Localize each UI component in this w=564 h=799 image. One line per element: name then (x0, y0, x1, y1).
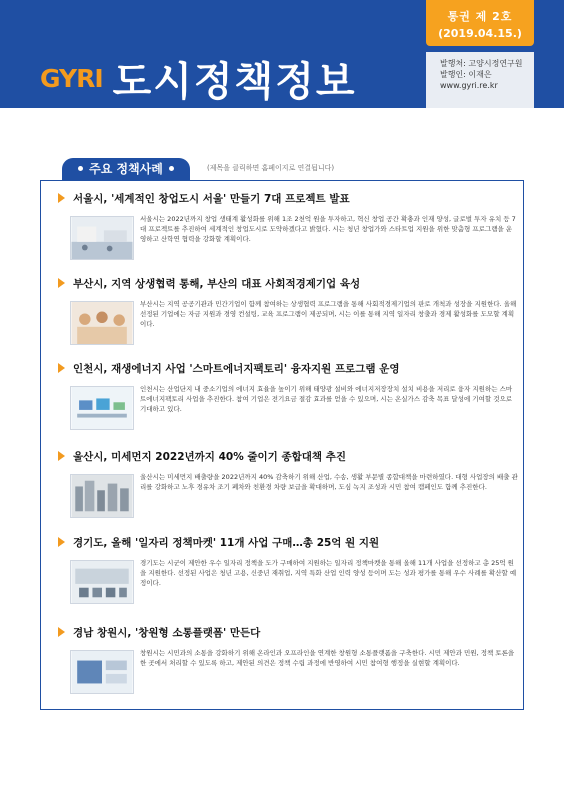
policy-summary: 인천시는 산업단지 내 중소기업의 에너지 효율을 높이기 위해 태양광 설비와 에너지저장장치 설치 비용을 저리로 융자 지원하는 스마트에너지팩토리 사업을 추진한다. 참여 기업은 전기요금 절감 효과를 얻을 수 있으며, 시는 온실가스 감축 목표 달성에 기여할 것으로 기대하고 있다. (140, 385, 513, 413)
orange-triangle-icon (58, 451, 65, 461)
newsletter-title: 도시정책정보 (112, 59, 357, 105)
section-title: 주요 정책사례 (89, 162, 163, 176)
issue-badge (426, 0, 534, 46)
policy-item (58, 448, 518, 528)
logo (40, 50, 356, 107)
policy-title: 부산시, 지역 상생협력 통해, 부산의 대표 사회적경제기업 육성 (73, 277, 361, 290)
header-band (0, 0, 564, 108)
issue-number: 통권 제 2호 (447, 10, 513, 23)
policy-item (58, 275, 518, 355)
publisher-person: 발행인: 이재은 (440, 70, 492, 79)
bullet-dot-icon (78, 166, 83, 171)
policy-title: 울산시, 미세먼지 2022년까지 40% 줄이기 종합대책 추진 (73, 450, 346, 463)
policy-item (58, 360, 518, 440)
policy-thumbnail (70, 301, 134, 345)
publisher-info (426, 52, 534, 108)
section-note: (제목을 클릭하면 홈페이지로 연결됩니다) (207, 164, 335, 172)
policy-thumbnail (70, 386, 134, 430)
policy-title-link[interactable] (58, 624, 518, 640)
policy-title-link[interactable] (58, 448, 518, 464)
policy-thumbnail (70, 216, 134, 260)
policy-title-link[interactable] (58, 360, 518, 376)
policy-summary: 창원시는 시민과의 소통을 강화하기 위해 온라인과 오프라인을 연계한 창원형 소통플랫폼을 구축한다. 시민 제안과 민원, 정책 토론을 한 곳에서 처리할 수 있도록 하고, 제안된 의견은 정책 수립 과정에 반영하여 시민 참여형 행정을 실현할 계획이다. (140, 649, 515, 667)
policy-title-link[interactable] (58, 534, 518, 550)
policy-summary: 서울시는 2022년까지 창업 생태계 활성화를 위해 1조 2천억 원을 투자하고, 혁신 창업 공간 확충과 인재 양성, 글로벌 투자 유치 등 7대 프로젝트를 추진하여 세계적인 창업도시로 도약하겠다고 밝혔다. 시는 청년 창업가와 스타트업 지원을 위한 맞춤형 프로그램을 운영하고 산학연 협력을 강화할 계획이다. (140, 215, 516, 243)
policy-summary: 부산시는 지역 공공기관과 민간기업이 함께 참여하는 상생협력 프로그램을 통해 사회적경제기업의 판로 개척과 성장을 지원한다. 올해 선정된 기업에는 자금 지원과 경영 컨설팅, 교육 프로그램이 제공되며, 시는 이를 통해 지역 일자리 창출과 경제 활성화를 도모할 계획이다. (140, 300, 517, 328)
policy-item (58, 624, 518, 704)
orange-triangle-icon (58, 193, 65, 203)
policy-thumbnail (70, 474, 134, 518)
policy-summary: 경기도는 시군이 제안한 우수 일자리 정책을 도가 구매하여 지원하는 일자리 정책마켓을 통해 올해 11개 사업을 선정하고 총 25억 원을 지원한다. 선정된 사업은 청년 고용, 신중년 재취업, 지역 특화 산업 인력 양성 등이며 도는 성과 평가를 통해 우수 사례를 확산할 예정이다. (140, 559, 517, 587)
orange-triangle-icon (58, 537, 65, 547)
policy-title: 경기도, 올해 '일자리 정책마켓' 11개 사업 구매…총 25억 원 지원 (73, 536, 380, 549)
policy-item (58, 190, 518, 270)
policy-thumbnail (70, 650, 134, 694)
policy-title: 인천시, 재생에너지 사업 '스마트에너지팩토리' 융자지원 프로그램 운영 (73, 362, 400, 375)
issue-date: (2019.04.15.) (438, 27, 522, 40)
policy-title: 경남 창원시, '창원형 소통플랫폼' 만든다 (73, 626, 261, 639)
policy-title-link[interactable] (58, 190, 518, 206)
orange-triangle-icon (58, 278, 65, 288)
section-title-tab (62, 158, 190, 180)
publisher-org: 발행처: 고양시정연구원 (440, 59, 523, 68)
orange-triangle-icon (58, 627, 65, 637)
policy-title-link[interactable] (58, 275, 518, 291)
policy-title: 서울시, '세계적인 창업도시 서울' 만들기 7대 프로젝트 발표 (73, 192, 350, 205)
policy-summary: 울산시는 미세먼지 배출량을 2022년까지 40% 감축하기 위해 산업, 수송, 생활 부문별 종합대책을 마련하였다. 대형 사업장의 배출 관리를 강화하고 노후 경유차 조기 폐차와 친환경 차량 보급을 확대하며, 도심 녹지 조성과 시민 참여 캠페인도 함께 추진한다. (140, 473, 518, 491)
policy-item (58, 534, 518, 614)
orange-triangle-icon (58, 363, 65, 373)
gyri-logo-mark: GYRI (40, 64, 103, 93)
bullet-dot-icon (169, 166, 174, 171)
publisher-url[interactable]: www.gyri.re.kr (440, 81, 498, 90)
policy-thumbnail (70, 560, 134, 604)
